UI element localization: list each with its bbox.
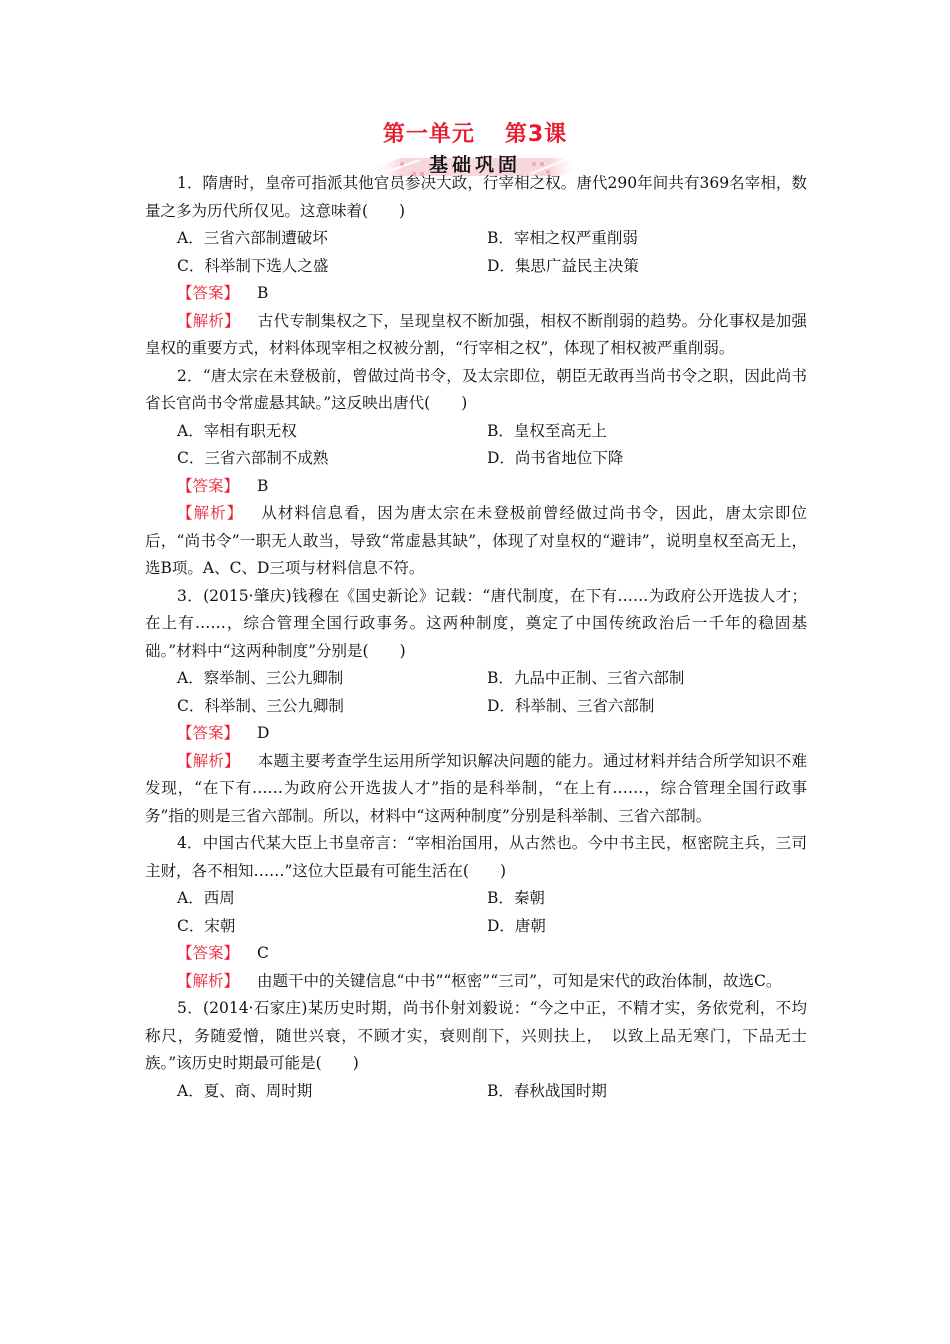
answer-value: B [257,476,269,495]
analysis-label: 【解析】 [177,971,240,990]
lesson-title: 第3课 [504,122,568,147]
option-c: C．科举制下选人之盛 [177,256,329,275]
analysis-label: 【解析】 [177,504,244,522]
question-stem: 3．(2015·肇庆)钱穆在《国史新论》记载：“唐代制度，在下有……为政府公开选拔人才；在上有……，综合管理全国行政事务。这两种制度，奠定了中国传统政治后一千年的稳固基础。”材料中“这两种制度”分别是( ) [145,586,807,660]
unit-title: 第一单元 [382,122,475,147]
answer-label: 【答案】 [177,724,240,742]
answer-line [145,940,807,968]
option-c: C．三省六部制不成熟 [177,449,329,467]
analysis-block [145,500,807,583]
question-stem: 4．中国古代某大臣上书皇帝言：“宰相治国用，从古然也。今中书主民，枢密院主兵，三司主财，各不相知……”这位大臣最有可能生活在( ) [145,834,807,880]
option-b: B．皇权至高无上 [487,421,607,440]
analysis-block [145,308,807,363]
option-c: C．科举制、三公九卿制 [177,696,344,715]
option-c: C．宋朝 [177,916,236,935]
option-d: D．唐朝 [487,916,546,935]
analysis-block [145,968,807,996]
option-row [145,1078,807,1106]
answer-value: B [257,284,269,302]
option-row [145,253,807,281]
page-title [0,120,950,150]
option-row [145,445,807,473]
option-row [145,225,807,253]
question-list [145,170,807,1105]
analysis-label: 【解析】 [177,751,240,770]
option-a: A．西周 [177,889,235,907]
option-row [145,693,807,721]
option-d: D．尚书省地位下降 [487,449,624,467]
option-row [145,418,807,446]
section-title: 基础巩固 [428,154,521,176]
option-row [145,913,807,941]
analysis-block [145,748,807,831]
option-a: A．察举制、三公九卿制 [177,669,344,687]
answer-line [145,720,807,748]
option-d: D．科举制、三省六部制 [487,696,655,715]
option-a: A．三省六部制遭破坏 [177,229,328,247]
analysis-text: 本题主要考查学生运用所学知识解决问题的能力。通过材料并结合所学知识不难发现，“在下有……为政府公开选拔人才”指的是科举制，“在上有……，综合管理全国行政事务”指的则是三省六部制。所以，材料中“这两种制度”分别是科举制、三省六部制。 [145,751,807,825]
option-row [145,665,807,693]
option-b: B．九品中正制、三省六部制 [487,669,685,687]
answer-line [145,280,807,308]
option-b: B．春秋战国时期 [487,1081,607,1100]
option-a: A．宰相有职无权 [177,421,297,440]
analysis-text: 由题干中的关键信息“中书”“枢密”“三司”，可知是宋代的政治体制，故选C。 [257,971,782,990]
answer-label: 【答案】 [177,284,240,302]
question-stem: 1．隋唐时，皇帝可指派其他官员参决大政，行宰相之权。唐代290年间共有369名宰相，数量之多为历代所仅见。这意味着( ) [145,174,807,220]
answer-value: D [257,724,270,742]
analysis-text: 古代专制集权之下，呈现皇权不断加强，相权不断削弱的趋势。分化事权是加强皇权的重要方式，材料体现宰相之权被分割，“行宰相之权”，体现了相权被严重削弱。 [145,311,807,357]
analysis-label: 【解析】 [177,311,240,330]
option-b: B．宰相之权严重削弱 [487,229,638,247]
option-a: A．夏、商、周时期 [177,1081,313,1100]
option-d: D．集思广益民主决策 [487,256,639,275]
question-stem: 2．“唐太宗在未登极前，曾做过尚书令，及太宗即位，朝臣无敢再当尚书令之职，因此尚书省长官尚书令常虚悬其缺。”这反映出唐代( ) [145,366,807,412]
answer-value: C [257,944,269,962]
option-b: B．秦朝 [487,889,545,907]
answer-label: 【答案】 [177,476,240,495]
option-row [145,885,807,913]
question-stem: 5．(2014·石家庄)某历史时期，尚书仆射刘毅说：“今之中正，不精才实，务依党利，不均称尺，务随爱憎，随世兴衰，不顾才实，衰则削下，兴则扶上， 以致上品无寒门，下品无士族。”该历史时期最可能是( ) [145,999,807,1072]
answer-line [145,473,807,501]
answer-label: 【答案】 [177,944,240,962]
analysis-text: 从材料信息看，因为唐太宗在未登极前曾经做过尚书令，因此，唐太宗即位后，“尚书令”一职无人敢当，导致“常虚悬其缺”，体现了对皇权的“避讳”，说明皇权至高无上，选B项。A、C、D三项与材料信息不符。 [145,504,807,577]
